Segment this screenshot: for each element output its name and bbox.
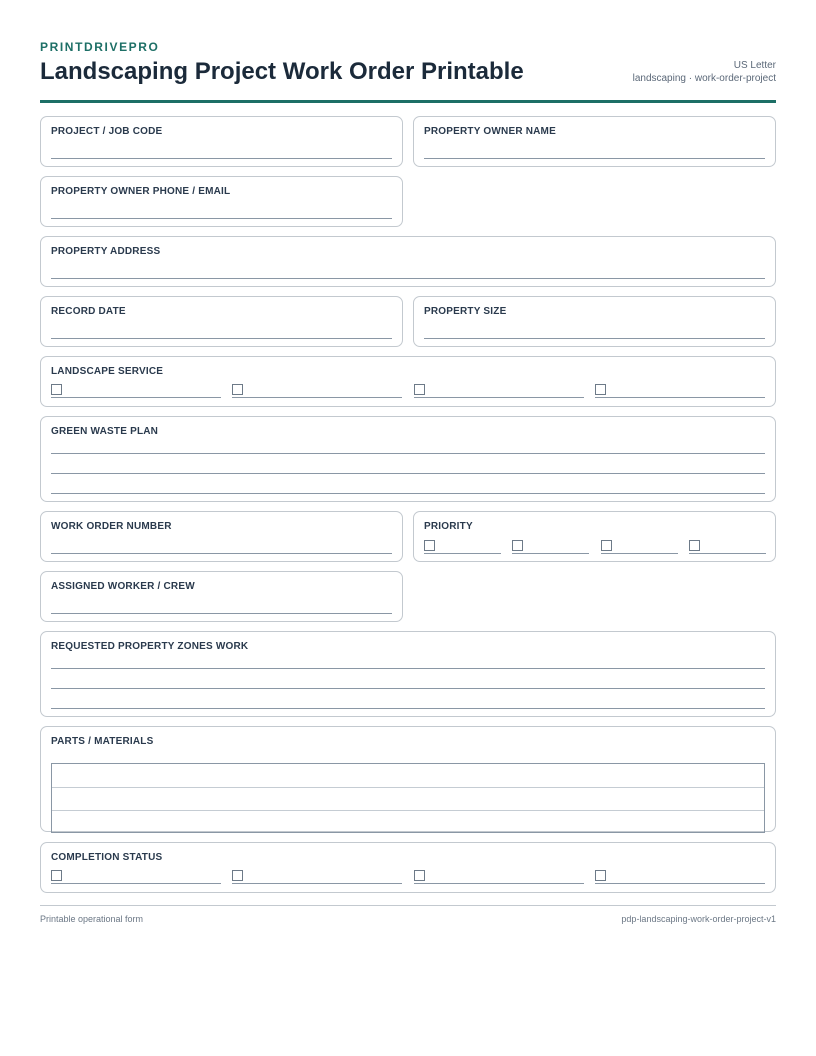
requested-zones-field [40,631,776,717]
work-order-page [40,40,776,103]
document-meta [633,59,776,85]
checkbox[interactable] [414,384,425,395]
write-line[interactable] [424,158,765,159]
project-job-code-field [40,116,403,167]
field-label: PROPERTY OWNER NAME [424,126,556,137]
priority-option-1[interactable] [424,540,501,554]
field-label: REQUESTED PROPERTY ZONES WORK [51,641,249,652]
priority-option-2[interactable] [512,540,589,554]
completion-status-field [40,842,776,893]
field-label: PROJECT / JOB CODE [51,126,163,137]
service-option-4[interactable] [595,384,765,398]
field-label: COMPLETION STATUS [51,852,163,863]
page-footer [40,905,776,924]
write-line[interactable] [51,218,392,219]
field-label: WORK ORDER NUMBER [51,521,172,532]
checkbox[interactable] [595,870,606,881]
field-label: PROPERTY SIZE [424,306,507,317]
status-option-2[interactable] [232,870,402,884]
option-line [424,553,501,554]
footer-note: Printable operational form [40,914,144,924]
option-line [414,397,584,398]
option-line [512,553,589,554]
write-line[interactable] [51,278,765,279]
field-label: RECORD DATE [51,306,126,317]
form-id: pdp-landscaping-work-order-project-v1 [621,914,776,924]
write-line[interactable] [51,553,392,554]
option-line [595,883,765,884]
green-waste-plan-field [40,416,776,502]
priority-option-3[interactable] [601,540,678,554]
checkbox[interactable] [512,540,523,551]
option-line [414,883,584,884]
write-line[interactable] [51,688,765,689]
write-line[interactable] [51,158,392,159]
status-option-3[interactable] [414,870,584,884]
option-line [51,397,221,398]
service-option-1[interactable] [51,384,221,398]
checkbox[interactable] [232,384,243,395]
write-line[interactable] [51,453,765,454]
write-line[interactable] [51,668,765,669]
write-line[interactable] [51,493,765,494]
paper-size: US Letter [733,60,776,71]
service-option-3[interactable] [414,384,584,398]
assigned-worker-field [40,571,403,622]
checkbox[interactable] [232,870,243,881]
checkbox[interactable] [414,870,425,881]
field-label: PROPERTY OWNER PHONE / EMAIL [51,186,231,197]
document-tags: landscaping · work-order-project [632,73,776,84]
option-line [595,397,765,398]
option-line [51,883,221,884]
priority-field [413,511,776,562]
page-title: Landscaping Project Work Order Printable [40,58,524,85]
checkbox[interactable] [51,870,62,881]
property-owner-name-field [413,116,776,167]
brand-logo-text: PRINTDRIVEPRO [40,40,160,54]
owner-phone-email-field [40,176,403,227]
write-line[interactable] [51,613,392,614]
parts-materials-table[interactable] [51,763,765,833]
field-label: ASSIGNED WORKER / CREW [51,581,195,592]
checkbox[interactable] [424,540,435,551]
service-option-2[interactable] [232,384,402,398]
priority-option-4[interactable] [689,540,766,554]
write-line[interactable] [51,473,765,474]
status-option-1[interactable] [51,870,221,884]
parts-materials-field [40,726,776,832]
field-label: PRIORITY [424,521,473,532]
checkbox[interactable] [689,540,700,551]
option-line [232,883,402,884]
record-date-field [40,296,403,347]
write-line[interactable] [51,338,392,339]
status-option-4[interactable] [595,870,765,884]
page-header [40,40,776,103]
table-row [52,787,764,788]
write-line[interactable] [424,338,765,339]
table-row [52,810,764,811]
option-line [232,397,402,398]
option-line [689,553,766,554]
field-label: PROPERTY ADDRESS [51,246,161,257]
field-label: GREEN WASTE PLAN [51,426,159,437]
property-address-field [40,236,776,287]
work-order-number-field [40,511,403,562]
property-size-field [413,296,776,347]
field-label: LANDSCAPE SERVICE [51,366,164,377]
checkbox[interactable] [595,384,606,395]
landscape-service-field [40,356,776,407]
option-line [601,553,678,554]
field-label: PARTS / MATERIALS [51,736,154,747]
write-line[interactable] [51,708,765,709]
checkbox[interactable] [601,540,612,551]
checkbox[interactable] [51,384,62,395]
